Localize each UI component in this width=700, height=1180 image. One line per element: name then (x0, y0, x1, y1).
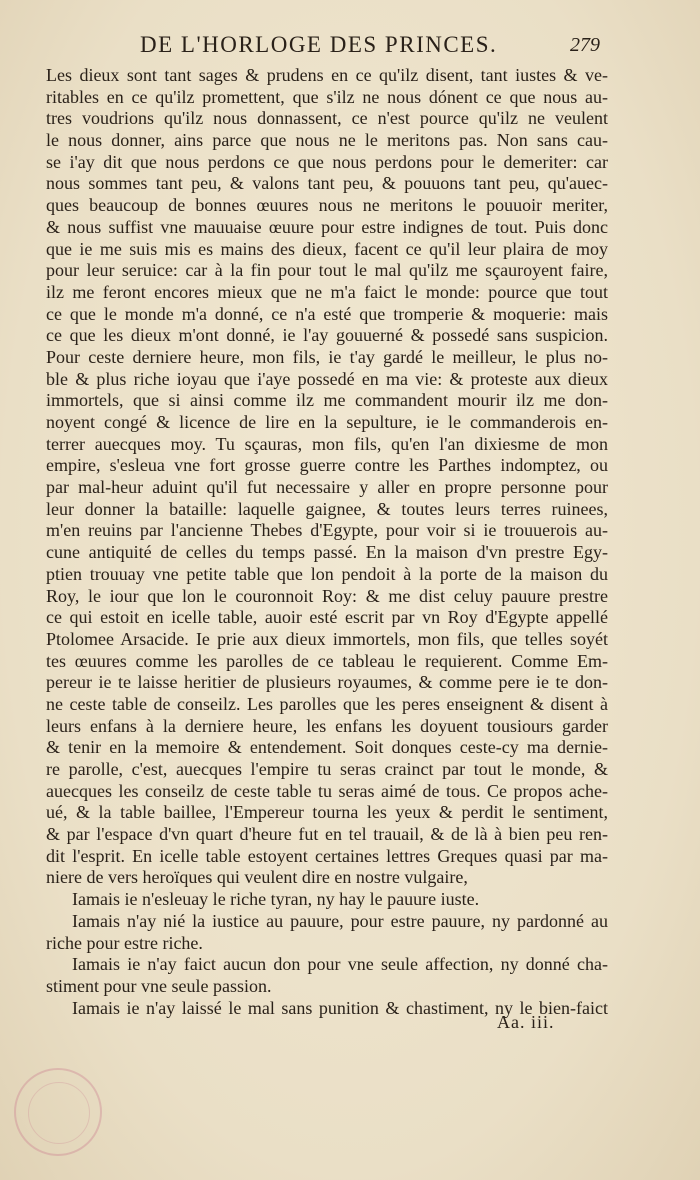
page-header (120, 32, 600, 62)
text-line: leurs enfans à la derniere heure, les enfans les doyuent tousiours garder (46, 715, 608, 736)
text-line: que ie me suis mis es mains des dieux, facent ce qu'il leur plaira de moy (46, 238, 608, 259)
text-line: & par l'espace d'vn quart d'heure fut en tel trauail, & de là à bien peu ren- (46, 824, 608, 845)
text-line: Ptolomee Arsacide. Ie prie aux dieux immortels, mon fils, que telles soyét (46, 628, 608, 649)
verse-line: Iamais ie n'ay laissé le mal sans punition & chastiment, ny le bien-faict (72, 997, 608, 1018)
text-line: tres voudrions qu'ilz nous donnassent, ce n'est pource qu'ilz ne veulent (46, 108, 608, 129)
text-line: se i'ay dit que nous perdons ce que nous perdons pour le demeriter: car (46, 151, 608, 172)
running-title: DE L'HORLOGE DES PRINCES. (140, 32, 498, 57)
text-line: leur donner la bataille: laquelle gaignee, & toutes leurs terres ruinees, (46, 498, 608, 519)
verse-line: Iamais n'ay nié la iustice au pauure, pour estre pauure, ny pardonné au (72, 910, 608, 931)
text-line: ilz me feront encores mieux que ne m'a faict le monde: pource que tout (46, 281, 608, 302)
text-line: immortels, que si ainsi comme ilz me commandent mourir ilz me don- (46, 390, 608, 411)
text-line: pour leur seruice: car à la fin pour tout le mal qu'ilz me sçauroyent faire, (46, 260, 608, 281)
text-line: ne ceste table de conseilz. Les parolles que les peres enseignent & disent à (46, 693, 608, 714)
text-line: ce que le monde m'a donné, ce n'a esté que tromperie & moquerie: mais (46, 303, 608, 324)
text-line: ce qui estoit en icelle table, auoir esté escrit par vn Roy d'Egypte appellé (46, 607, 608, 628)
text-line: Roy, le iour que lon le couronnoit Roy: & me dist celuy pauure prestre (46, 585, 608, 606)
text-line: niere de vers heroïques qui veulent dire en nostre vulgaire, (46, 867, 468, 888)
text-line: ques beaucoup de bonnes œuures nous ne meritons le pouuoir meriter, (46, 195, 608, 216)
text-line: ptien trouuay vne petite table que lon pendoit à la porte de la maison du (46, 563, 608, 584)
text-line: ble & plus riche ioyau que i'aye possedé en ma vie: & proteste aux dieux (46, 368, 608, 389)
text-line: empire, s'esleua vne fort grosse guerre contre les Parthes indomptez, ou (46, 455, 608, 476)
text-line: & tenir en la memoire & entendement. Soit donques ceste-cy ma dernie- (46, 737, 608, 758)
text-line: & nous suffist vne mauuaise œuure pour estre indignes de tout. Puis donc (46, 216, 608, 237)
verse-line: stiment pour vne seule passion. (46, 975, 272, 996)
library-stamp (14, 1068, 102, 1156)
signature-mark: Aa. iii. (497, 1012, 555, 1032)
text-line: tes œuures comme les parolles de ce tableau le requierent. Comme Em- (46, 650, 608, 671)
text-line: dit l'esprit. En icelle table estoyent certaines lettres Greques quasi par ma- (46, 845, 608, 866)
text-line: cune antiquité de celles du temps passé. En la maison d'vn prestre Egy- (46, 542, 608, 563)
text-line: m'en reuins par l'ancienne Thebes d'Egypte, pour voir si ie trouuerois au- (46, 520, 608, 541)
verse-line: Iamais ie n'esleuay le riche tyran, ny hay le pauure iuste. (72, 889, 480, 910)
verse-line: riche pour estre riche. (46, 932, 203, 953)
text-line: Les dieux sont tant sages & prudens en ce qu'ilz disent, tant iustes & ve- (46, 65, 608, 85)
text-line: pereur ie te laisse heritier de plusieurs royaumes, & comme pere ie te don- (46, 672, 608, 693)
text-line: nous sommes tant peu, & valons tant peu, & pouuons tant peu, qu'auec- (46, 173, 608, 194)
text-line: auecques les conseilz de ceste table tu seras aimé de tous. Ce propos ache- (46, 780, 608, 801)
page-number: 279 (570, 34, 600, 56)
verse-line: Iamais ie n'ay faict aucun don pour vne seule affection, ny donné cha- (72, 954, 608, 975)
text-line: re parolle, c'est, auecques l'empire tu seras crainct par tout le monde, & (46, 759, 608, 779)
text-line: ce que les dieux m'ont donné, ie l'ay gouuerné & possedé sans suspicion. (46, 325, 608, 346)
text-line: Pour ceste derniere heure, mon fils, ie t'ay gardé le meilleur, le plus no- (46, 346, 608, 367)
text-line: ué, & la table baillee, l'Empereur tourna les yeux & perdit le sentiment, (46, 802, 608, 823)
text-line: par mal-heur aduint qu'il fut necessaire y aller en propre personne pour (46, 477, 608, 498)
text-line: terrer auecques moy. Tu sçauras, mon fils, qu'en l'an dixiesme de mon (46, 433, 608, 454)
body-text (46, 65, 608, 1019)
text-line: le nous donner, ains parce que nous ne le meritons pas. Non sans cau- (46, 130, 608, 151)
text-line: ritables en ce qu'ilz promettent, que s'ilz ne nous dónent ce que nous au- (46, 86, 608, 107)
text-line: noyent congé & licence de lire en la sepulture, ie le commanderois en- (46, 412, 608, 432)
